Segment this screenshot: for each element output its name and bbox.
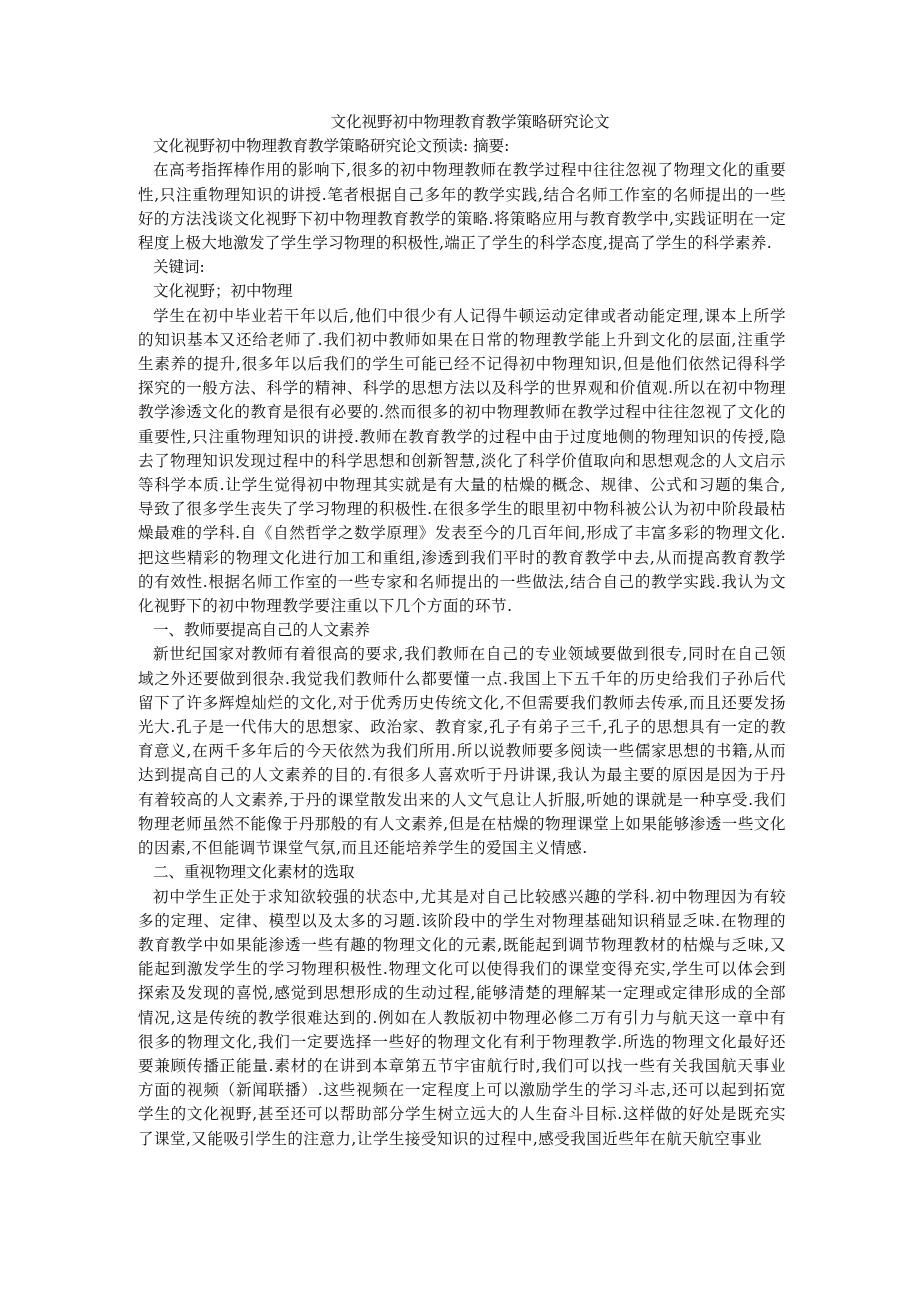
section1-heading: 一、教师要提高自己的人文素养 [153, 621, 371, 640]
keywords-text: 文化视野；初中物理 [153, 282, 293, 301]
intro-paragraph: 学生在初中毕业若干年以后,他们中很少有人记得牛顿运动定律或者动能定理,课本上所学的知识基本又还给老师了.我们初中教师如果在日常的物理教学能上升到文化的层面,注重学生素养的提升,很多年以后我们的学生可能已经不记得初中物理知识,但是他们依然记得科学探究的一般方法、科学的精神、科学的思想方法以及科学的世界观和价值观.所以在初中物理教学渗透文化的教育是很有必要的.然而很多的初中物理教师在教学过程中往往忽视了文化的重要性,只注重物理知识的讲授.教师在教育教学的过程中由于过度地侧的物理知识的传授,隐去了物理知识发现过程中的科学思想和创新智慧,淡化了科学价值取向和思想观念的人文启示等科学本质.让学生觉得初中物理其实就是有大量的枯燥的概念、规律、公式和习题的集合,导致了很多学生丧失了学习物理的积极性.在很多学生的眼里初中物科被公认为初中阶段最枯燥最难的学科.自《自然哲学之数学原理》发表至今的几百年间,形成了丰富多彩的物理文化.把这些精彩的物理文化进行加工和重组,渗透到我们平时的教育教学中去,从而提高教育教学的有效性.根据名师工作室的一些专家和名师提出的一些做法,结合自己的教学实践.我认为文化视野下的初中物理教学要注重以下几个方面的环节. [138, 306, 786, 616]
section2-heading: 二、重视物理文化素材的选取 [153, 863, 355, 882]
document-title: 文化视野初中物理教育教学策略研究论文 [330, 113, 610, 131]
keywords-label: 关键词: [153, 258, 205, 277]
preview-label: 文化视野初中物理教育教学策略研究论文预读: 摘要: [153, 137, 510, 156]
section2-paragraph: 初中学生正处于求知欲较强的状态中,尤其是对自己比较感兴趣的学科.初中物理因为有较多的定理、定律、模型以及太多的习题.该阶段中的学生对物理基础知识稍显乏味.在物理的教育教学中如果能渗透一些有趣的物理文化的元素,既能起到调节物理教材的枯燥与乏味,又能起到激发学生的学习物理积极性.物理文化可以使得我们的课堂变得充实,学生可以体会到探索及发现的喜悦,感觉到思想形成的生动过程,能够清楚的理解某一定理或定律形成的全部情况,这是传统的教学很难达到的.例如在人教版初中物理必修二万有引力与航天这一章中有很多的物理文化,我们一定要选择一些好的物理文化有利于物理教学.所选的物理文化最好还要兼顾传播正能量.素材的在讲到本章第五节宇宙航行时,我们可以找一些有关我国航天事业方面的视频（新闻联播）.这些视频在一定程度上可以激励学生的学习斗志,还可以起到拓宽学生的文化视野,甚至还可以帮助部分学生树立远大的人生奋斗目标.这样做的好处是既充实了课堂,又能吸引学生的注意力,让学生接受知识的过程中,感受我国近些年在航天航空事业 [138, 887, 786, 1148]
section1-paragraph: 新世纪国家对教师有着很高的要求,我们教师在自己的专业领域要做到很专,同时在自己领域之外还要做到很杂.我觉我们教师什么都要懂一点.我国上下五千年的历史给我们子孙后代留下了许多辉煌灿烂的文化,对于优秀历史传统文化,不但需要我们教师去传承,而且还要发扬光大.孔子是一代伟大的思想家、政治家、教育家,孔子有弟子三千,孔子的思想具有一定的教育意义,在两千多年后的今天依然为我们所用.所以说教师要多阅读一些儒家思想的书籍,从而达到提高自己的人文素养的目的.有很多人喜欢听于丹讲课,我认为最主要的原因是因为于丹有着较高的人文素养,于丹的课堂散发出来的人文气息让人折服,听她的课就是一种享受.我们物理老师虽然不能像于丹那般的有人文素养,但是在枯燥的物理课堂上如果能够渗透一些文化的因素,不但能调节课堂气氛,而且还能培养学生的爱国主义情感. [138, 645, 786, 858]
abstract-paragraph: 在高考指挥棒作用的影响下,很多的初中物理教师在教学过程中往往忽视了物理文化的重要性,只注重物理知识的讲授.笔者根据自己多年的教学实践,结合名师工作室的名师提出的一些好的方法浅谈文化视野下初中物理教育教学的策略.将策略应用与教育教学中,实践证明在一定程度上极大地激发了学生学习物理的积极性,端正了学生的科学态度,提高了学生的科学素养. [138, 161, 786, 253]
document-page [138, 110, 786, 1151]
